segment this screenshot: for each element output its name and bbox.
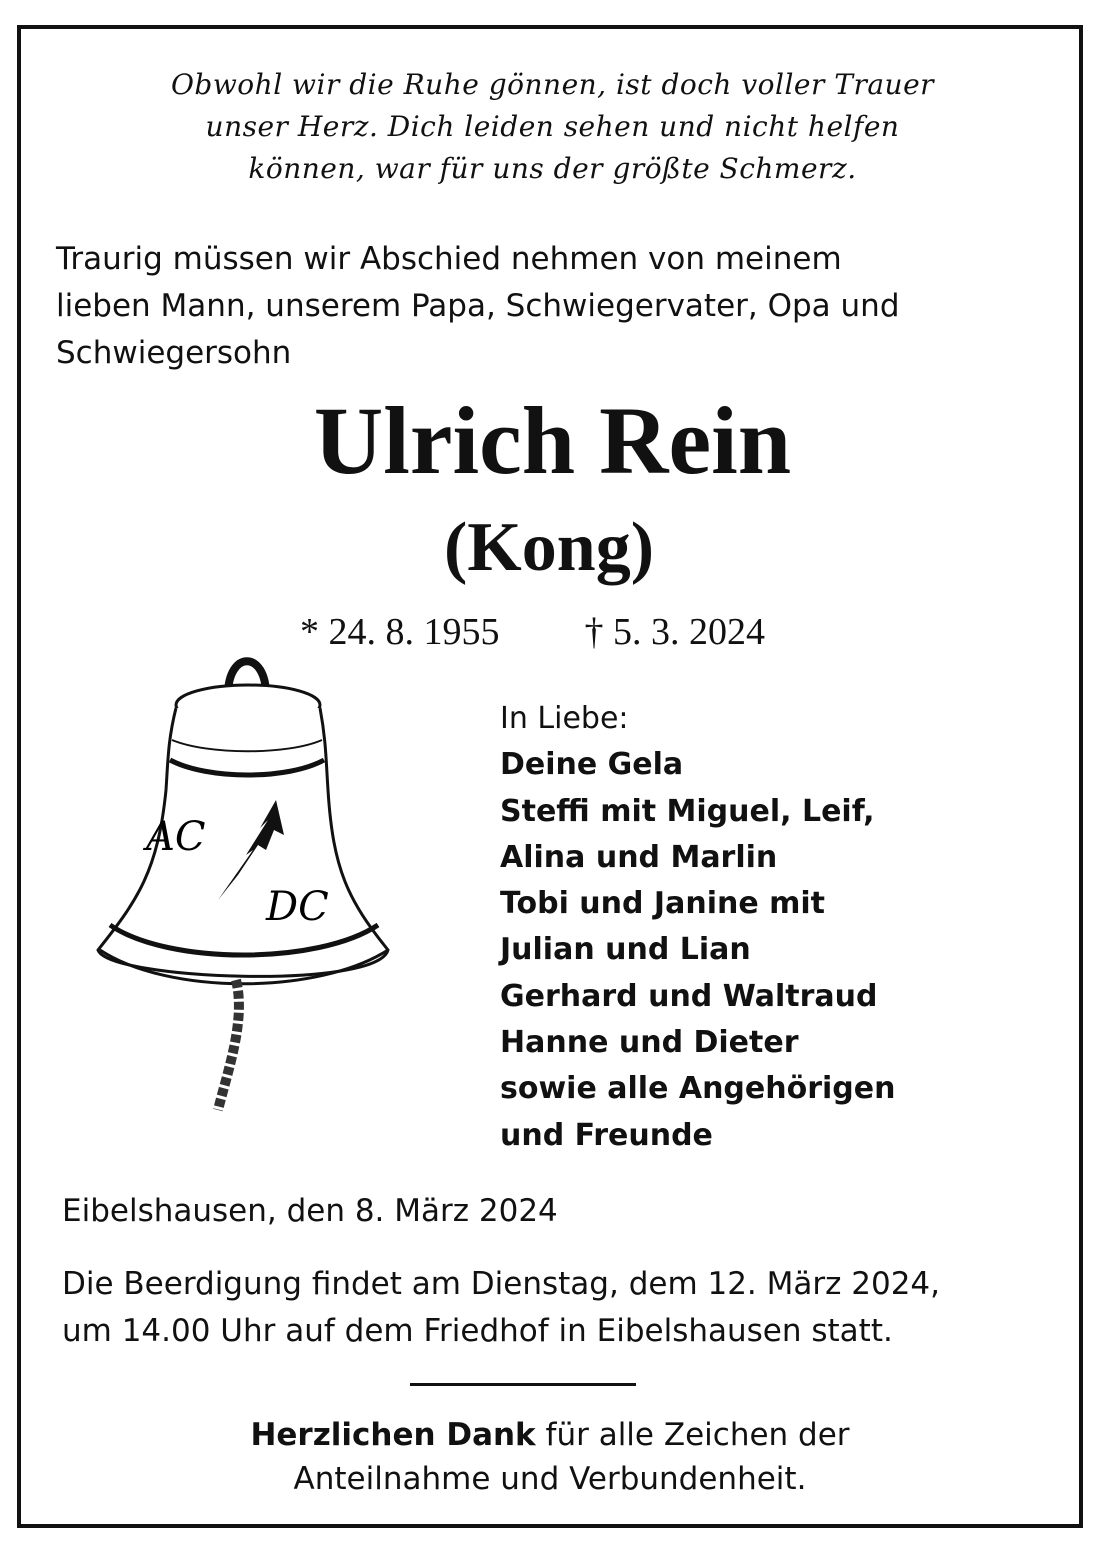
thanks-rest: für alle Zeichen der <box>535 1417 850 1453</box>
intro-line: lieben Mann, unserem Papa, Schwiegervater, Opa und <box>56 288 900 324</box>
divider <box>410 1383 636 1386</box>
family-line: Hanne und Dieter <box>500 1025 799 1061</box>
nickname: (Kong) <box>444 509 654 586</box>
family-line: Alina und Marlin <box>500 839 778 875</box>
bell-illustration-icon <box>88 650 398 1150</box>
place-date: Eibelshausen, den 8. März 2024 <box>62 1193 558 1229</box>
family-line: sowie alle Angehörigen <box>500 1071 896 1107</box>
deceased-name: Ulrich Rein <box>313 387 792 494</box>
funeral-line: Die Beerdigung findet am Dienstag, dem 12. März 2024, <box>62 1266 941 1302</box>
intro-text <box>56 236 900 377</box>
family-line: Deine Gela <box>500 747 684 783</box>
life-dates <box>300 610 765 654</box>
family-line: Tobi und Janine mit <box>500 886 826 922</box>
family-heading: In Liebe: <box>500 701 629 736</box>
intro-line: Traurig müssen wir Abschied nehmen von meinem <box>56 241 842 277</box>
death-date: † 5. 3. 2024 <box>584 611 765 653</box>
bell-text-ac: AC <box>146 814 206 860</box>
thanks-bold: Herzlichen Dank <box>250 1417 536 1453</box>
intro-line: Schwiegersohn <box>56 335 292 371</box>
poem-line: können, war für uns der größte Schmerz. <box>248 152 857 185</box>
funeral-info <box>62 1261 940 1355</box>
family-list <box>500 696 895 1159</box>
family-line: und Freunde <box>500 1117 713 1153</box>
thanks-text <box>0 1413 1100 1501</box>
family-line: Julian und Lian <box>500 932 751 968</box>
funeral-line: um 14.00 Uhr auf dem Friedhof in Eibelshausen statt. <box>62 1313 893 1349</box>
poem-line: Obwohl wir die Ruhe gönnen, ist doch voller Trauer <box>170 68 935 101</box>
family-line: Steffi mit Miguel, Leif, <box>500 793 875 829</box>
family-line: Gerhard und Waltraud <box>500 978 878 1014</box>
poem <box>0 64 1105 190</box>
bell-text-dc: DC <box>266 884 329 930</box>
birth-date: * 24. 8. 1955 <box>300 611 500 653</box>
poem-line: unser Herz. Dich leiden sehen und nicht helfen <box>205 110 900 143</box>
thanks-line2: Anteilnahme und Verbundenheit. <box>293 1461 807 1497</box>
